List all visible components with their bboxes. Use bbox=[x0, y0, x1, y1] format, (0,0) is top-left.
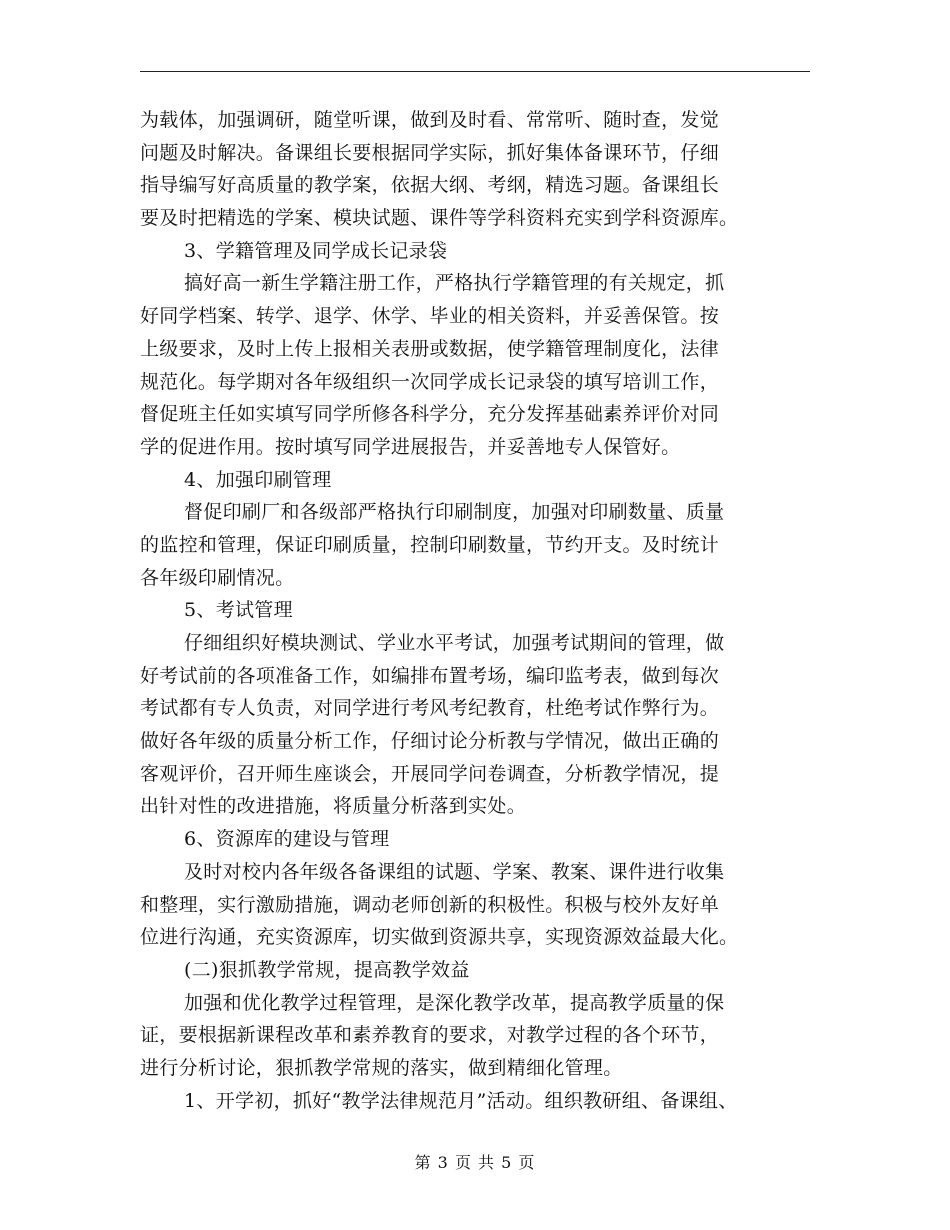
text-line: 问题及时解决。备课组长要根据同学实际，抓好集体备课环节，仔细 bbox=[140, 141, 720, 164]
section-heading: 6、资源库的建设与管理 bbox=[184, 828, 390, 851]
text-line: 做好各年级的质量分析工作，仔细讨论分析教与学情况，做出正确的 bbox=[140, 730, 720, 753]
page-number: 第 3 页 共 5 页 bbox=[414, 1153, 536, 1172]
text-line: 要及时把精选的学案、模块试题、课件等学科资料充实到学科资源库。 bbox=[140, 207, 739, 230]
text-line: 考试都有专人负责，对同学进行考风考纪教育，杜绝考试作弊行为。 bbox=[140, 697, 720, 720]
text-line: 证，要根据新课程改革和素养教育的要求，对教学过程的各个环节， bbox=[140, 1024, 720, 1047]
text-line: 指导编写好高质量的教学案，依据大纲、考纲，精选习题。备课组长 bbox=[140, 174, 720, 197]
section-heading: 3、学籍管理及同学成长记录袋 bbox=[184, 239, 448, 262]
text-line: 出针对性的改进措施，将质量分析落到实处。 bbox=[140, 795, 527, 818]
text-line: 及时对校内各年级各备课组的试题、学案、教案、课件进行收集 bbox=[184, 860, 725, 883]
header-rule bbox=[140, 71, 810, 72]
text-line: 规范化。每学期对各年级组织一次同学成长记录袋的填写培训工作， bbox=[140, 370, 720, 393]
text-line: 上级要求，及时上传上报相关表册或数据，使学籍管理制度化，法律 bbox=[140, 337, 720, 360]
text-line: 督促班主任如实填写同学所修各科学分，充分发挥基础素养评价对同 bbox=[140, 403, 720, 426]
text-line: 和整理，实行激励措施，调动老师创新的积极性。积极与校外友好单 bbox=[140, 893, 720, 916]
text-line: 为载体，加强调研，随堂听课，做到及时看、常常听、随时查，发觉 bbox=[140, 109, 720, 131]
text-line: 的监控和管理，保证印刷质量，控制印刷数量，节约开支。及时统计 bbox=[140, 533, 720, 556]
text-line: 位进行沟通，充实资源库，切实做到资源共享，实现资源效益最大化。 bbox=[140, 926, 739, 949]
text-line: 督促印刷厂和各级部严格执行印刷制度，加强对印刷数量、质量 bbox=[184, 501, 725, 524]
section-heading: (二)狠抓教学常规，提高教学效益 bbox=[184, 958, 470, 981]
text-line: 好同学档案、转学、退学、休学、毕业的相关资料，并妥善保管。按 bbox=[140, 305, 720, 328]
text-line: 学的促进作用。按时填写同学进展报告，并妥善地专人保管好。 bbox=[140, 435, 681, 458]
text-line: 客观评价，召开师生座谈会，开展同学问卷调查，分析教学情况，提 bbox=[140, 762, 720, 785]
text-line: 加强和优化教学过程管理，是深化教学改革，提高教学质量的保 bbox=[184, 991, 725, 1014]
text-line: 搞好高一新生学籍注册工作，严格执行学籍管理的有关规定，抓 bbox=[184, 272, 725, 295]
text-line: 好考试前的各项准备工作，如编排布置考场，编印监考表，做到每次 bbox=[140, 664, 720, 687]
document-body bbox=[140, 104, 820, 1117]
text-line: 仔细组织好模块测试、学业水平考试，加强考试期间的管理，做 bbox=[184, 632, 725, 654]
text-line: 1、开学初，抓好“教学法律规范月”活动。组织教研组、备课组、 bbox=[184, 1089, 738, 1112]
text-line: 各年级印刷情况。 bbox=[140, 566, 295, 589]
section-heading: 5、考试管理 bbox=[184, 599, 293, 622]
text-line: 进行分析讨论，狠抓教学常规的落实，做到精细化管理。 bbox=[140, 1056, 623, 1079]
section-heading: 4、加强印刷管理 bbox=[184, 468, 332, 491]
